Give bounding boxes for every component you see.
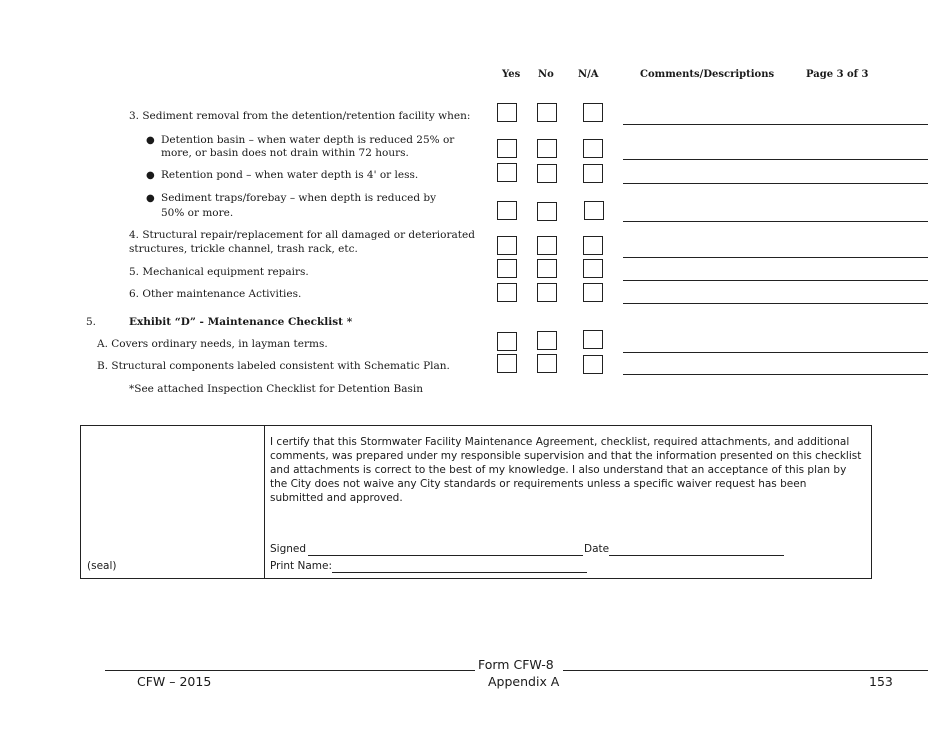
signature-field[interactable] — [308, 555, 583, 556]
form-number: Form CFW-8 — [478, 657, 554, 672]
checkbox-yes-detention-basin[interactable] — [497, 139, 517, 158]
checkbox-no-detention-basin[interactable] — [537, 139, 557, 158]
print-name-label: Print Name: — [270, 560, 333, 572]
date-label: Date — [584, 543, 610, 555]
checkbox-na-retention-pond[interactable] — [583, 164, 603, 183]
item-detention-basin-line1: Detention basin – when water depth is reduced 25% or — [161, 134, 455, 146]
date-field[interactable] — [609, 555, 784, 556]
col-na-header: N/A — [578, 69, 599, 80]
col-yes-header: Yes — [502, 69, 521, 80]
bullet-icon: ● — [146, 135, 155, 146]
checkbox-yes-other[interactable] — [497, 283, 517, 302]
checkbox-yes-retention-pond[interactable] — [497, 163, 517, 182]
checkbox-no-retention-pond[interactable] — [537, 164, 557, 183]
item-sediment-removal: 3. Sediment removal from the detention/retention facility when: — [129, 110, 471, 122]
checkbox-na-structural-components[interactable] — [583, 355, 603, 374]
item-structural-repair-line2: structures, trickle channel, trash rack, etc. — [129, 243, 358, 255]
checkbox-na-mechanical[interactable] — [583, 259, 603, 278]
checkbox-yes-structural-repair[interactable] — [497, 236, 517, 255]
checkbox-no-sediment-traps[interactable] — [537, 202, 557, 221]
comment-line-retention-pond[interactable] — [623, 183, 928, 184]
item-structural-repair-line1: 4. Structural repair/replacement for all damaged or deteriorated — [129, 229, 475, 241]
item-sediment-traps-line1: Sediment traps/forebay – when depth is reduced by — [161, 192, 437, 204]
comment-line-covers-needs[interactable] — [623, 352, 928, 353]
checkbox-no-mechanical[interactable] — [537, 259, 557, 278]
seal-label: (seal) — [87, 560, 117, 572]
checkbox-yes-sediment-traps[interactable] — [497, 201, 517, 220]
comment-line-other[interactable] — [623, 303, 928, 304]
checkbox-na-sediment-traps[interactable] — [584, 201, 604, 220]
footer-left-text: CFW – 2015 — [137, 674, 212, 689]
checkbox-na-detention-basin[interactable] — [583, 139, 603, 158]
checkbox-yes-structural-components[interactable] — [497, 354, 517, 373]
bullet-icon: ● — [146, 193, 155, 204]
checkbox-no-covers-needs[interactable] — [537, 331, 557, 350]
comment-line-mechanical[interactable] — [623, 280, 928, 281]
signed-label: Signed — [270, 543, 307, 555]
section-5-number: 5. — [86, 316, 97, 328]
footer-page-number: 153 — [869, 674, 893, 689]
comment-line-sediment-removal[interactable] — [623, 124, 928, 125]
checkbox-no-structural-repair[interactable] — [537, 236, 557, 255]
item-other-maintenance: 6. Other maintenance Activities. — [129, 288, 302, 300]
footer-appendix: Appendix A — [488, 674, 560, 689]
checkbox-na-covers-needs[interactable] — [583, 330, 603, 349]
item-detention-basin-line2: more, or basin does not drain within 72 hours. — [161, 147, 409, 159]
comment-line-structural-repair[interactable] — [623, 257, 928, 258]
certification-box — [80, 425, 872, 579]
item-covers-ordinary-needs: A. Covers ordinary needs, in layman terms. — [97, 338, 328, 350]
page-indicator: Page 3 of 3 — [806, 69, 869, 80]
bullet-icon: ● — [146, 170, 155, 181]
comment-line-structural-components[interactable] — [623, 374, 928, 375]
checkbox-na-structural-repair[interactable] — [583, 236, 603, 255]
footnote-inspection-checklist: *See attached Inspection Checklist for Detention Basin — [129, 383, 423, 395]
checkbox-na-other[interactable] — [583, 283, 603, 302]
section-5-title: Exhibit “D” - Maintenance Checklist * — [129, 316, 353, 328]
item-mechanical-repairs: 5. Mechanical equipment repairs. — [129, 266, 309, 278]
checkbox-na-sediment-removal[interactable] — [583, 103, 603, 122]
certification-statement: I certify that this Stormwater Facility Maintenance Agreement, checklist, required attachments, and additional comments, was prepared under my responsible supervision and that the information presented on this checklist and attachments is correct to the best of my knowledge. I also understand that an acceptance of this plan by the City does not waive any City standards or requirements unless a specific waiver request has been submitted and approved. — [270, 436, 862, 504]
footer-rule-left — [105, 670, 475, 671]
col-comments-header: Comments/Descriptions — [640, 69, 775, 80]
item-sediment-traps-line2: 50% or more. — [161, 207, 234, 219]
col-no-header: No — [538, 69, 554, 80]
item-retention-pond: Retention pond – when water depth is 4' or less. — [161, 169, 419, 181]
checkbox-yes-sediment-removal[interactable] — [497, 103, 517, 122]
checkbox-yes-mechanical[interactable] — [497, 259, 517, 278]
item-structural-components: B. Structural components labeled consistent with Schematic Plan. — [97, 360, 450, 372]
certification-divider — [264, 426, 265, 578]
comment-line-detention-basin[interactable] — [623, 159, 928, 160]
footer-rule-right — [563, 670, 928, 671]
checkbox-yes-covers-needs[interactable] — [497, 332, 517, 351]
checkbox-no-sediment-removal[interactable] — [537, 103, 557, 122]
comment-line-sediment-traps[interactable] — [623, 221, 928, 222]
checkbox-no-other[interactable] — [537, 283, 557, 302]
print-name-field[interactable] — [332, 572, 587, 573]
checkbox-no-structural-components[interactable] — [537, 354, 557, 373]
